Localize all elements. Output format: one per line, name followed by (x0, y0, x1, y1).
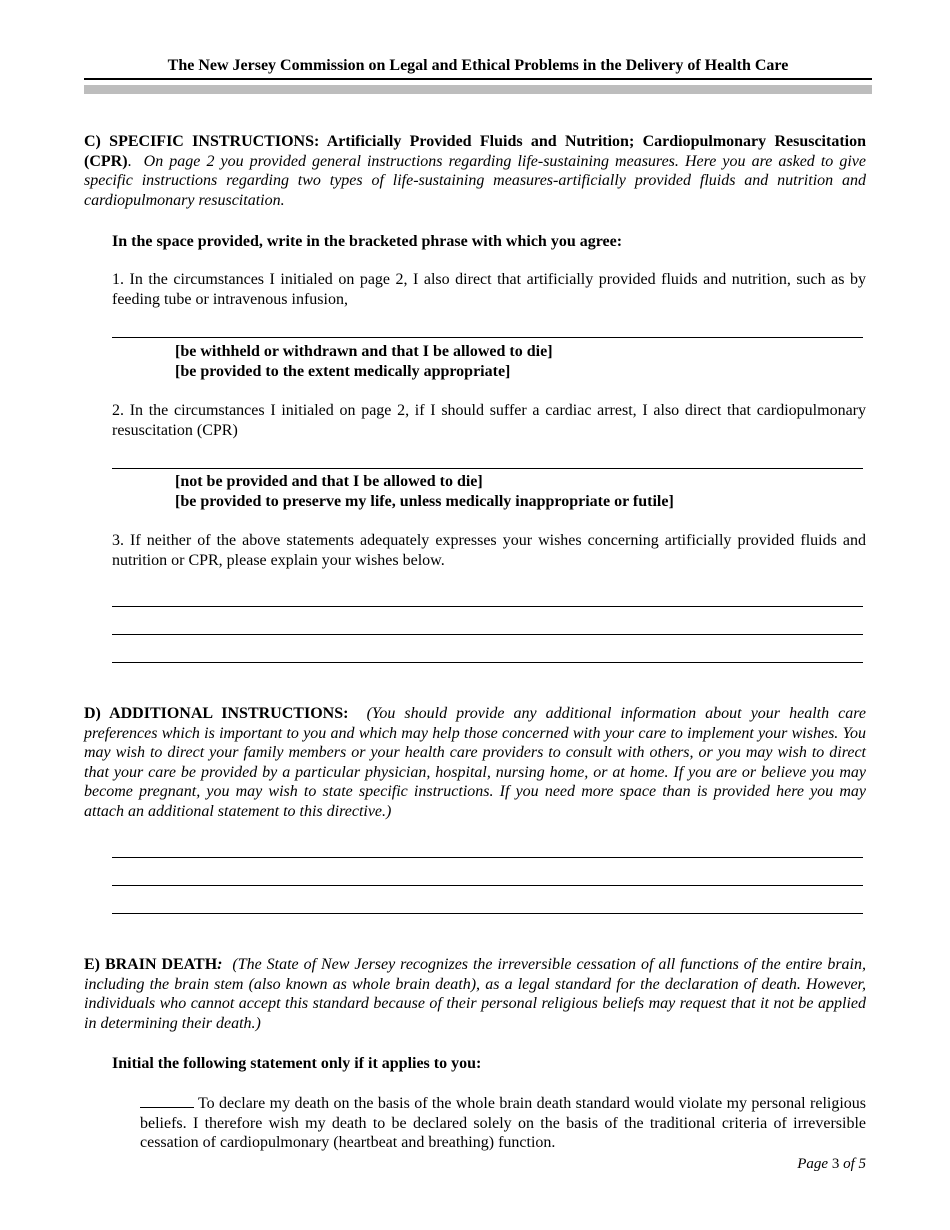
section-d-body: (You should provide any additional information about your health care preferences which is important to you and which may help those concerned with your care to implement your wishes. You may wish to direct your family members or your health care providers to consult with others, or you may wish to direct that your care be provided by a particular physician, hospital, nursing home, or at home. If you are or believe you may become pregnant, you may wish to state specific instructions. If you need more space than is provided here you may attach an additional statement to this directive.) (84, 705, 866, 820)
item1-answer-line[interactable] (112, 337, 863, 338)
footer-page-number: 3 (831, 1156, 840, 1172)
item2-text: 2. In the circumstances I initialed on page 2, if I should suffer a cardiac arrest, I also direct that cardiopulmonary resuscitation (CPR) (112, 402, 866, 439)
item1-option-b: [be provided to the extent medically appropriate] (175, 363, 511, 380)
header-rule-thin (84, 78, 872, 80)
section-c-heading: C) SPECIFIC INSTRUCTIONS: Artificially Provided Fluids and Nutrition; Cardiopulmonary Resuscitation (CPR) (84, 133, 866, 170)
item1-text: 1. In the circumstances I initialed on page 2, I also direct that artificially provided fluids and nutrition, such as by feeding tube or intravenous infusion, (112, 271, 866, 308)
page-header-title: The New Jersey Commission on Legal and Ethical Problems in the Delivery of Health Care (167, 57, 789, 74)
section-e-paragraph (84, 955, 866, 1033)
section-d-answer-line-2[interactable] (112, 885, 863, 886)
item2-option-b: [be provided to preserve my life, unless medically inappropriate or futile] (175, 493, 674, 510)
section-e-instruction: Initial the following statement only if it applies to you: (112, 1055, 482, 1072)
section-d-heading: D) ADDITIONAL INSTRUCTIONS: (84, 705, 349, 722)
item3-answer-line-3[interactable] (112, 662, 863, 663)
section-c-instruction: In the space provided, write in the bracketed phrase with which you agree: (112, 233, 623, 250)
section-c-paragraph (84, 132, 866, 210)
item3-text: 3. If neither of the above statements adequately expresses your wishes concerning artificially provided fluids and nutrition or CPR, please explain your wishes below. (112, 532, 866, 569)
section-d-paragraph (84, 704, 866, 822)
item1-option-a: [be withheld or withdrawn and that I be allowed to die] (175, 343, 553, 360)
header-rule-thick (84, 85, 872, 94)
section-e-colon: : (217, 956, 223, 973)
section-d-answer-line-3[interactable] (112, 913, 863, 914)
section-e-statement: To declare my death on the basis of the whole brain death standard would violate my personal religious beliefs. I therefore wish my death to be declared solely on the basis of the traditional criteria of irreversible cessation of cardiopulmonary (heartbeat and breathing) function. (140, 1095, 866, 1152)
initial-blank[interactable] (140, 1093, 194, 1108)
footer-total-pages: 5 (858, 1156, 866, 1172)
section-e-body: (The State of New Jersey recognizes the irreversible cessation of all functions of the entire brain, including the brain stem (also known as whole brain death), as a legal standard for the declaration of death. However, individuals who cannot accept this standard because of their personal religious beliefs may request that it not be applied in determining their death.) (84, 956, 866, 1032)
item3-answer-line-2[interactable] (112, 634, 863, 635)
footer-of-label: of (843, 1156, 855, 1172)
item2-answer-line[interactable] (112, 468, 863, 469)
section-e-statement-block (140, 1093, 866, 1153)
section-d-answer-line-1[interactable] (112, 857, 863, 858)
section-c-intro: On page 2 you provided general instructions regarding life-sustaining measures. Here you are asked to give specific instructions regarding two types of life-sustaining measures-artificially provided fluids and nutrition and cardiopulmonary resuscitation. (84, 152, 867, 209)
item3-answer-line-1[interactable] (112, 606, 863, 607)
section-e-heading: E) BRAIN DEATH (84, 956, 218, 973)
section-c-heading-period: . (127, 152, 132, 170)
page-footer (797, 1155, 866, 1175)
footer-page-label: Page (797, 1156, 829, 1172)
item2-option-a: [not be provided and that I be allowed to die] (175, 473, 483, 490)
